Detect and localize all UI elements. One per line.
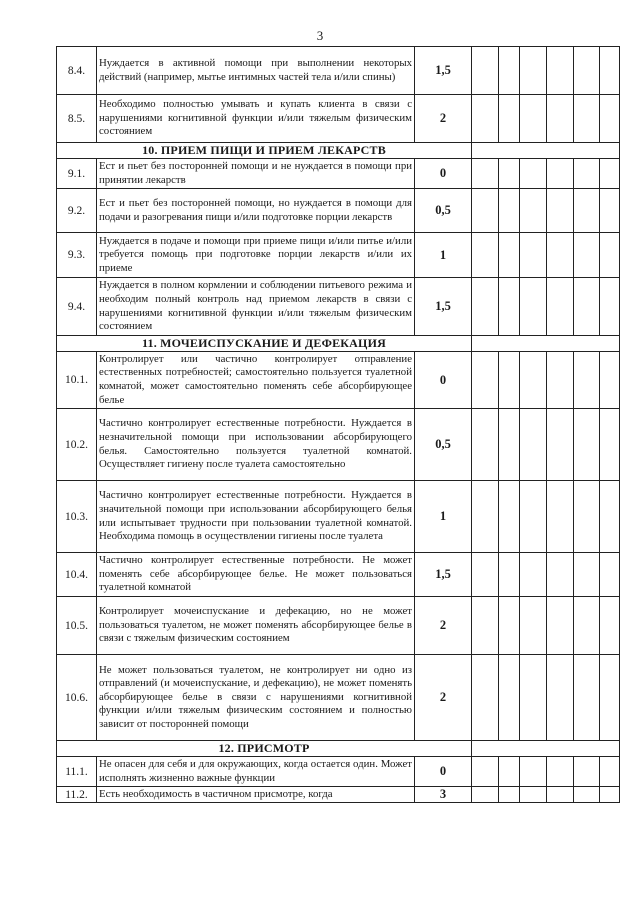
item-description: Контролирует или частично контролирует отправление естественных потребностей; самостоятельно пользуется туалетной комнатой, может самостоятельно поменять себе абсорбирующее белье xyxy=(97,352,415,409)
empty-cell xyxy=(520,233,547,278)
empty-cell xyxy=(472,233,499,278)
empty-cell xyxy=(499,189,520,233)
empty-cell xyxy=(472,409,499,481)
empty-cell xyxy=(547,278,574,336)
empty-cell xyxy=(472,741,620,757)
item-score: 1,5 xyxy=(415,553,472,597)
empty-cell xyxy=(547,787,574,803)
page-number: 3 xyxy=(316,28,324,43)
empty-cell xyxy=(499,159,520,189)
empty-cell xyxy=(520,597,547,655)
item-number: 8.4. xyxy=(57,47,97,95)
item-score: 0 xyxy=(415,757,472,787)
item-number: 10.4. xyxy=(57,553,97,597)
empty-cell xyxy=(574,352,600,409)
item-description: Нуждается в подаче и помощи при приеме пищи и/или питье и/или требуется помощь при подготовке порции лекарств и/или их приеме xyxy=(97,233,415,278)
empty-cell xyxy=(547,481,574,553)
empty-cell xyxy=(547,597,574,655)
empty-cell xyxy=(547,189,574,233)
item-score: 1 xyxy=(415,233,472,278)
empty-cell xyxy=(547,553,574,597)
empty-cell xyxy=(499,655,520,741)
item-score: 1,5 xyxy=(415,278,472,336)
table-row xyxy=(57,159,620,189)
item-description: Частично контролирует естественные потребности. Не может поменять себе абсорбирующее белье. Не может пользоваться туалетной комнатой xyxy=(97,553,415,597)
empty-cell xyxy=(547,95,574,143)
item-number: 10.2. xyxy=(57,409,97,481)
empty-cell xyxy=(600,757,620,787)
empty-cell xyxy=(600,597,620,655)
item-score: 1,5 xyxy=(415,47,472,95)
empty-cell xyxy=(472,95,499,143)
table-row xyxy=(57,655,620,741)
empty-cell xyxy=(472,47,499,95)
item-score: 0,5 xyxy=(415,189,472,233)
empty-cell xyxy=(499,409,520,481)
item-number: 10.3. xyxy=(57,481,97,553)
empty-cell xyxy=(600,352,620,409)
empty-cell xyxy=(520,757,547,787)
empty-cell xyxy=(600,233,620,278)
empty-cell xyxy=(600,47,620,95)
empty-cell xyxy=(574,189,600,233)
table-row xyxy=(57,597,620,655)
item-description: Не может пользоваться туалетом, не контролирует ни одно из отправлений (и мочеиспускание, и дефекацию), не может поменять абсорбирующее белье в связи с нарушениями когнитивной функции и/или тяжелым физическим состоянием и полностью зависит от посторонней помощи xyxy=(97,655,415,741)
item-number: 10.1. xyxy=(57,352,97,409)
empty-cell xyxy=(472,189,499,233)
empty-cell xyxy=(574,233,600,278)
item-description: Ест и пьет без посторонней помощи, но нуждается в помощи для подачи и разогревания пищи и/или подготовке порции лекарств xyxy=(97,189,415,233)
empty-cell xyxy=(520,352,547,409)
empty-cell xyxy=(499,553,520,597)
assessment-table xyxy=(56,46,620,803)
table-row xyxy=(57,787,620,803)
table-row xyxy=(57,757,620,787)
empty-cell xyxy=(472,553,499,597)
item-description: Нуждается в полном кормлении и соблюдении питьевого режима и необходим полный контроль над приемом лекарств в связи с нарушениями когнитивной функции и/или тяжелым физическим состоянием xyxy=(97,278,415,336)
item-number: 9.2. xyxy=(57,189,97,233)
item-score: 3 xyxy=(415,787,472,803)
empty-cell xyxy=(600,278,620,336)
item-description: Контролирует мочеиспускание и дефекацию, но не может пользоваться туалетом, не может поменять абсорбирующее белье в связи с тяжелым физическим состоянием xyxy=(97,597,415,655)
item-number: 9.4. xyxy=(57,278,97,336)
empty-cell xyxy=(499,787,520,803)
empty-cell xyxy=(499,481,520,553)
empty-cell xyxy=(499,278,520,336)
section-row xyxy=(57,143,620,159)
table-row xyxy=(57,409,620,481)
empty-cell xyxy=(574,95,600,143)
item-score: 0 xyxy=(415,352,472,409)
item-description: Ест и пьет без посторонней помощи и не нуждается в помощи при принятии лекарств xyxy=(97,159,415,189)
section-row xyxy=(57,336,620,352)
empty-cell xyxy=(472,336,620,352)
empty-cell xyxy=(520,189,547,233)
table-row xyxy=(57,95,620,143)
table-row xyxy=(57,233,620,278)
empty-cell xyxy=(499,597,520,655)
empty-cell xyxy=(520,278,547,336)
empty-cell xyxy=(520,409,547,481)
empty-cell xyxy=(547,409,574,481)
empty-cell xyxy=(520,47,547,95)
empty-cell xyxy=(574,757,600,787)
empty-cell xyxy=(499,233,520,278)
empty-cell xyxy=(547,47,574,95)
table-row xyxy=(57,352,620,409)
empty-cell xyxy=(547,757,574,787)
item-number: 11.1. xyxy=(57,757,97,787)
empty-cell xyxy=(600,189,620,233)
empty-cell xyxy=(520,159,547,189)
section-heading: 10. ПРИЕМ ПИЩИ И ПРИЕМ ЛЕКАРСТВ xyxy=(57,143,472,159)
empty-cell xyxy=(574,553,600,597)
empty-cell xyxy=(574,597,600,655)
table-row xyxy=(57,553,620,597)
empty-cell xyxy=(520,655,547,741)
empty-cell xyxy=(472,278,499,336)
empty-cell xyxy=(547,233,574,278)
item-number: 10.5. xyxy=(57,597,97,655)
section-row xyxy=(57,741,620,757)
empty-cell xyxy=(472,757,499,787)
empty-cell xyxy=(472,597,499,655)
item-score: 2 xyxy=(415,597,472,655)
item-number: 9.3. xyxy=(57,233,97,278)
table-row xyxy=(57,481,620,553)
item-description: Частично контролирует естественные потребности. Нуждается в незначительной помощи при использовании абсорбирующего белья. Самостоятельно пользуется туалетной комнатой. Осуществляет гигиену после туалета самостоятельно xyxy=(97,409,415,481)
empty-cell xyxy=(472,143,620,159)
section-heading: 12. ПРИСМОТР xyxy=(57,741,472,757)
empty-cell xyxy=(574,409,600,481)
empty-cell xyxy=(574,655,600,741)
empty-cell xyxy=(600,409,620,481)
empty-cell xyxy=(600,481,620,553)
empty-cell xyxy=(574,47,600,95)
table-row xyxy=(57,278,620,336)
empty-cell xyxy=(520,481,547,553)
empty-cell xyxy=(472,481,499,553)
item-description: Не опасен для себя и для окружающих, когда остается один. Может исполнять жизненно важные функции xyxy=(97,757,415,787)
empty-cell xyxy=(520,553,547,597)
empty-cell xyxy=(574,278,600,336)
item-description: Нуждается в активной помощи при выполнении некоторых действий (например, мытье интимных частей тела и/или спины) xyxy=(97,47,415,95)
empty-cell xyxy=(600,159,620,189)
item-description: Частично контролирует естественные потребности. Нуждается в значительной помощи при использовании абсорбирующего белья или испытывает трудности при пользовании туалетной комнатой. Необходима помощь в осуществлении гигиены после туалета xyxy=(97,481,415,553)
item-score: 2 xyxy=(415,95,472,143)
empty-cell xyxy=(574,159,600,189)
item-score: 0,5 xyxy=(415,409,472,481)
item-number: 9.1. xyxy=(57,159,97,189)
empty-cell xyxy=(574,481,600,553)
empty-cell xyxy=(472,787,499,803)
table-row xyxy=(57,189,620,233)
empty-cell xyxy=(547,352,574,409)
empty-cell xyxy=(520,95,547,143)
empty-cell xyxy=(600,655,620,741)
empty-cell xyxy=(472,655,499,741)
empty-cell xyxy=(472,352,499,409)
empty-cell xyxy=(472,159,499,189)
empty-cell xyxy=(600,787,620,803)
empty-cell xyxy=(600,553,620,597)
item-number: 10.6. xyxy=(57,655,97,741)
empty-cell xyxy=(600,95,620,143)
empty-cell xyxy=(499,352,520,409)
empty-cell xyxy=(574,787,600,803)
item-number: 11.2. xyxy=(57,787,97,803)
table-row xyxy=(57,47,620,95)
item-number: 8.5. xyxy=(57,95,97,143)
empty-cell xyxy=(520,787,547,803)
empty-cell xyxy=(499,95,520,143)
item-description: Необходимо полностью умывать и купать клиента в связи с нарушениями когнитивной функции и/или тяжелым физическим состоянием xyxy=(97,95,415,143)
section-heading: 11. МОЧЕИСПУСКАНИЕ И ДЕФЕКАЦИЯ xyxy=(57,336,472,352)
item-description: Есть необходимость в частичном присмотре, когда xyxy=(97,787,415,803)
item-score: 0 xyxy=(415,159,472,189)
item-score: 2 xyxy=(415,655,472,741)
empty-cell xyxy=(499,757,520,787)
empty-cell xyxy=(547,655,574,741)
empty-cell xyxy=(499,47,520,95)
empty-cell xyxy=(547,159,574,189)
item-score: 1 xyxy=(415,481,472,553)
